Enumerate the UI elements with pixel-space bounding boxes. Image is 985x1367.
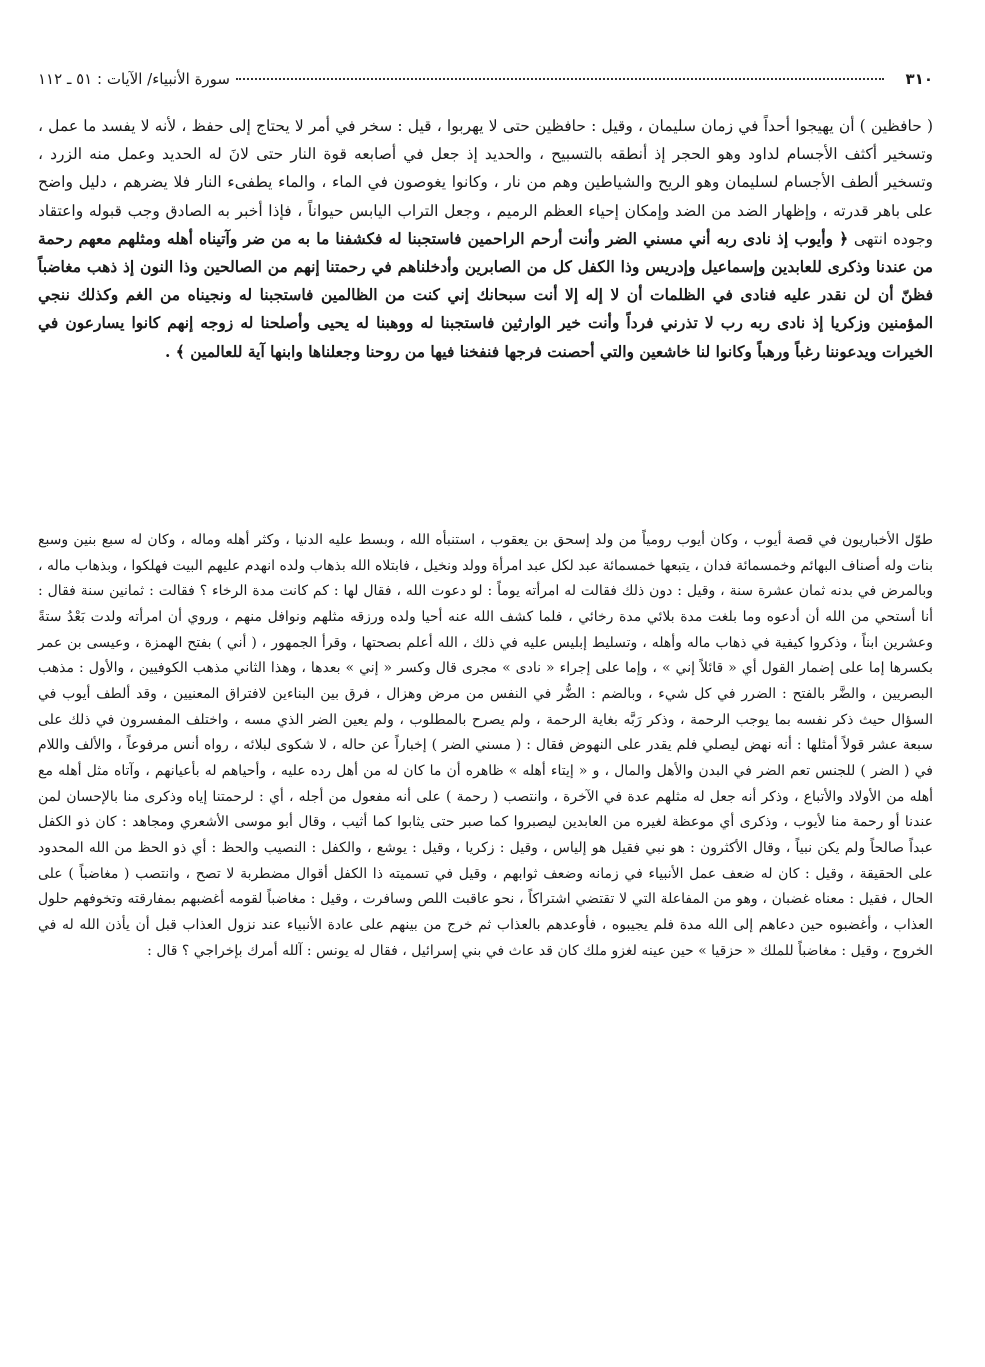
verse-paragraph [38, 112, 933, 366]
preceding-commentary: ( حافظين ) أن يهيجوا أحداً في زمان سليمان ، وقيل : حافظين حتى لا يهربوا ، قيل : سخر في أمر لا يحتاج إلى حفظ ، لأنه لا يفسد ما عمل ، وتسخير أكثف الأجسام لداود وهو الحجر إذ أنطقه بالتسبيح ، والحديد إذ جعل في أصابعه قوة النار حتى لانَ له الحديد وعمل منه الزرد ، وتسخير ألطف الأجسام لسليمان وهو الريح والشياطين وهم من نار ، وكانوا يغوصون في الماء ، والماء يطفىء النار فلا يضرهم ، دليل واضح على باهر قدرته ، وإظهار الضد من الضد وإمكان إحياء العظم الرميم ، وجعل التراب اليابس حيواناً ، فإذا أخبر به الصادق وجب قبوله واعتقاد وجوده انتهى [38, 117, 933, 248]
page-header [38, 64, 933, 94]
commentary-block [38, 528, 933, 964]
quran-verses-block [38, 112, 933, 366]
page-number: ٣١٠ [905, 70, 933, 88]
commentary-paragraph: طوّل الأخباريون في قصة أيوب ، وكان أيوب رومياً من ولد إسحق بن يعقوب ، استنبأه الله ، وبسط عليه الدنيا ، وكثر أهله وماله ، وكان له سبع بنين وسبع بنات وله أصناف البهائم وخمسمائة فدان ، يتبعها خمسمائة عبد لكل عبد امرأة وولد ونخيل ، فابتلاه الله بذهاب ولده انهدم عليهم البيت فهلكوا ، وبذهاب ماله ، وبالمرض في بدنه ثمان عشرة سنة ، وقيل : دون ذلك فقالت له امرأته يوماً : لو دعوت الله ، فقال لها : كم كانت مدة الرخاء ؟ فقالت : ثمانين سنة فقال : أنا أستحي من الله أن أدعوه وما بلغت مدة بلائي مدة رخائي ، فلما كشف الله عنه أحيا ولده ورزقه مثلهم ونوافل منهم ، وروي أن امرأته ولدت بَعْدُ ستةً وعشرين ابناً ، وذكروا كيفية في ذهاب ماله وأهله ، وتسليط إبليس عليه في ذلك ، الله أعلم بصحتها ، وقرأ الجمهور ، ( أني ) بفتح الهمزة ، وعيسى بن عمر بكسرها إما على إضمار القول أي « قائلاً إني » ، وإما على إجراء « نادى » مجرى قال وكسر « إني » بعدها ، وهذا الثاني مذهب الكوفيين ، والأول : مذهب البصريين ، والضَّر بالفتح : الضرر في كل شيء ، وبالضم : الضُّر في النفس من مرض وهزال ، فرق بين البناءين لافتراق المعنيين ، وقد ألطف أيوب في السؤال حيث ذكر نفسه بما يوجب الرحمة ، وذكر رَبَّه بغاية الرحمة ، ولم يصرح بالمطلوب ، ولم يعين الضر الذي مسه ، واختلف المفسرون في ذلك على سبعة عشر قولاً أمثلها : أنه نهض ليصلي فلم يقدر على النهوض فقال : ( مسني الضر ) إخباراً عن حاله ، لا شكوى لبلائه ، رواه أنس مرفوعاً ، والألف واللام في ( الضر ) للجنس تعم الضر في البدن والأهل والمال ، و « إيتاء أهله » ظاهره أن ما كان له من أهل رده عليه ، وأحياهم له بأعيانهم ، وآتاه مثل أهله مع أهله من الأولاد والأتباع ، وذكر أنه جعل له مثلهم عدة في الآخرة ، وانتصب ( رحمة ) على أنه مفعول من أجله ، أي : لرحمتنا إياه وذكرى منا بالإحسان لمن عندنا أو رحمة منا لأيوب ، وذكرى أي موعظة لغيره من العابدين ليصبروا كما صبر حتى يثابوا كما أثيب ، وقال أبو موسى الأشعري ومجاهد : كان ذو الكفل عبداً صالحاً ولم يكن نبياً ، وقال الأكثرون : هو نبي فقيل هو إلياس ، وقيل : زكريا ، وقيل : يوشع ، والكفل : النصيب والحظ : أي ذو الحظ من الله المحدود على الحقيقة ، وقيل : كان له ضعف عمل الأنبياء في زمانه وضعف ثوابهم ، وقيل في تسميته ذا الكفل أقوال مضطربة لا تصح ، وانتصب ( مغاضباً ) على الحال ، فقيل : معناه غضبان ، وهو من المفاعلة التي لا تقتضي اشتراكاً ، نحو عاقبت اللص وسافرت ، وقيل : مغاضباً لقومه أغضبهم بمفارقته وتخوفهم حلول العذاب ، وأغضبوه حين دعاهم إلى الله مدة فلم يجيبوه ، فأوعدهم بالعذاب ثم خرج من بينهم على عادة الأنبياء عند نزول العذاب قبل أن يأذن الله له في الخروج ، وقيل : مغاضباً للملك « حزقيا » حين عينه لغزو ملك كان قد عاث في بني إسرائيل ، فقال له يونس : آلله أمرك بإخراجي ؟ قال : [38, 532, 933, 959]
header-dotted-leader [236, 78, 884, 80]
quran-verses: ﴿ وأيوب إذ نادى ربه أني مسني الضر وأنت أرحم الراحمين فاستجبنا له فكشفنا ما به من ضر وآتيناه أهله ومثلهم معهم رحمة من عندنا وذكرى للعابدين وإسماعيل وإدريس وذا الكفل كل من الصابرين وأدخلناهم في رحمتنا إنهم من الصالحين وذا النون إذ ذهب مغاضباً فظنّ أن لن نقدر عليه فنادى في الظلمات أن لا إله إلا أنت سبحانك إني كنت من الظالمين فاستجبنا له ونجيناه من الغم وكذلك ننجي المؤمنين وزكريا إذ نادى ربه رب لا تذرني فرداً وأنت خير الوارثين فاستجبنا له ووهبنا له يحيى وأصلحنا له زوجه إنهم كانوا يسارعون في الخيرات ويدعوننا رغباً ورهباً وكانوا لنا خاشعين والتي أحصنت فرجها فنفخنا فيها من روحنا وجعلناها وابنها آية للعالمين ﴾ . [38, 228, 933, 361]
running-title: سورة الأنبياء/ الآيات : ٥١ ـ ١١٢ [38, 70, 230, 88]
